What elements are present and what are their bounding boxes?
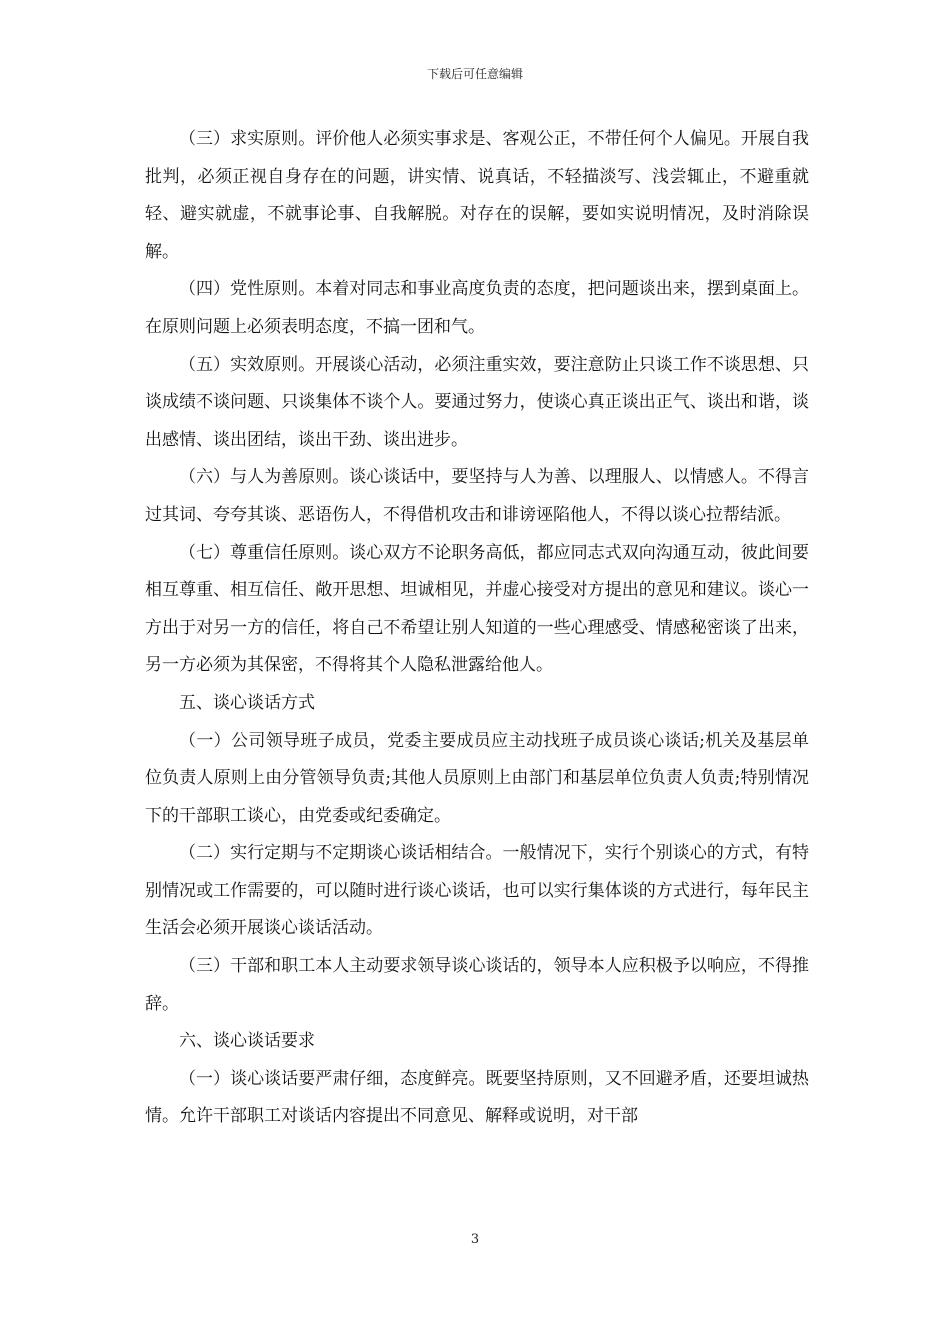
paragraph-principle-3: （三）求实原则。评价他人必须实事求是、客观公正，不带任何个人偏见。开展自我批判，必须正视自身存在的问题，讲实情、说真话，不轻描淡写、浅尝辄止，不避重就轻、避实就虚，不就事论事、自我解脱。对存在的误解，要如实说明情况，及时消除误解。 [145,129,809,262]
page-header-note: 下载后可任意编辑 [426,67,523,81]
paragraph-principle-5: （五）实效原则。开展谈心活动，必须注重实效，要注意防止只谈工作不谈思想、只谈成绩不谈问题、只谈集体不谈个人。要通过努力，使谈心真正谈出正气、谈出和谐，谈出感情、谈出团结，谈出干劲、谈出进步。 [145,354,809,450]
paragraph-principle-6: （六）与人为善原则。谈心谈话中，要坚持与人为善、以理服人、以情感人。不得言过其词、夸夸其谈、恶语伤人，不得借机攻击和诽谤诬陷他人，不得以谈心拉帮结派。 [145,467,809,525]
body-text [145,121,809,1136]
paragraph-method-2: （二）实行定期与不定期谈心谈话相结合。一般情况下，实行个别谈心的方式，有特别情况或工作需要的，可以随时进行谈心谈话，也可以实行集体谈的方式进行，每年民主生活会必须开展谈心谈话活动。 [145,843,809,939]
paragraph-principle-4: （四）党性原则。本着对同志和事业高度负责的态度，把问题谈出来，摆到桌面上。在原则问题上必须表明态度，不搞一团和气。 [145,279,809,337]
section-heading-6: 六、谈心谈话要求 [179,1031,315,1052]
paragraph-requirement-1: （一）谈心谈话要严肃仔细，态度鲜亮。既要坚持原则，又不回避矛盾，还要坦诚热情。允许干部职工对谈话内容提出不同意见、解释或说明，对干部 [145,1068,809,1127]
paragraph-method-1: （一）公司领导班子成员，党委主要成员应主动找班子成员谈心谈话;机关及基层单位负责人原则上由分管领导负责;其他人员原则上由部门和基层单位负责人负责;特别情况下的干部职工谈心，由党委或纪委确定。 [145,730,809,826]
paragraph-principle-7: （七）尊重信任原则。谈心双方不论职务高低，都应同志式双向沟通互动，彼此间要相互尊重、相互信任、敞开思想、坦诚相见，并虚心接受对方提出的意见和建议。谈心一方出于对另一方的信任，将自己不希望让别人知道的一些心理感受、情感秘密谈了出来，另一方必须为其保密，不得将其个人隐私泄露给他人。 [145,542,809,676]
section-heading-5: 五、谈心谈话方式 [179,692,315,713]
paragraph-method-3: （三）干部和职工本人主动要求领导谈心谈话的，领导本人应积极予以响应，不得推辞。 [145,956,809,1014]
page-number: 3 [470,1232,480,1247]
